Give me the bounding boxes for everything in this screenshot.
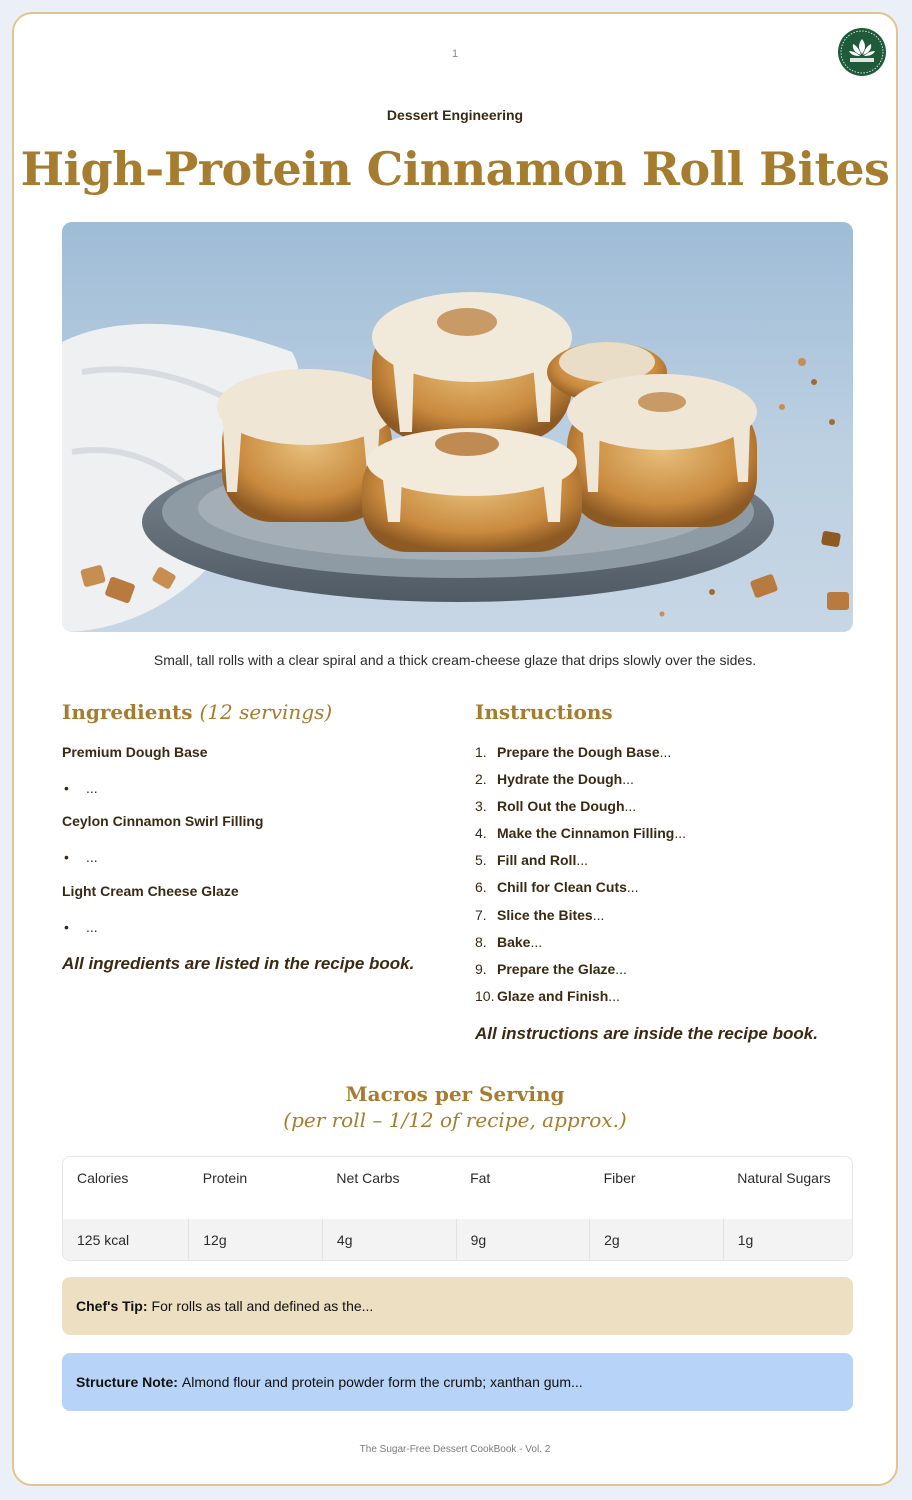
step-number: 1. [475, 744, 487, 760]
step-ellipsis: ... [615, 961, 627, 977]
macros-table [62, 1156, 853, 1261]
page-footer: The Sugar-Free Dessert CookBook - Vol. 2 [359, 1444, 551, 1455]
step-number: 6. [475, 879, 487, 895]
step-ellipsis: ... [626, 879, 639, 895]
brand-logo [837, 27, 887, 77]
table-cell: 12g [189, 1219, 323, 1260]
instruction-step [475, 798, 636, 814]
table-cell: 9g [456, 1219, 590, 1260]
ingredients-note: All ingredients are listed in the recipe book. [62, 954, 415, 973]
step-label: Glaze and Finish [497, 988, 609, 1004]
servings-label: (12 servings) [199, 700, 333, 724]
kicker: Dessert Engineering [386, 107, 524, 123]
instruction-step [475, 771, 634, 787]
ingredients-heading [62, 700, 332, 724]
step-number: 8. [475, 934, 487, 950]
chef-tip-callout [62, 1277, 853, 1335]
instruction-step [475, 852, 588, 868]
step-number: 10. [475, 988, 495, 1004]
table-header: Fiber [590, 1157, 724, 1219]
step-label: Fill and Roll [497, 852, 577, 868]
ingredient-item-text: ... [86, 780, 98, 796]
ingredient-item-text: ... [86, 849, 98, 865]
step-ellipsis: ... [592, 907, 605, 923]
structure-note-callout [62, 1353, 853, 1411]
table-header-row [63, 1157, 852, 1219]
chef-tip-text: For rolls as tall and defined as the... [151, 1298, 374, 1314]
table-header: Natural Sugars [723, 1157, 852, 1219]
step-ellipsis: ... [659, 744, 672, 760]
step-label: Make the Cinnamon Filling [497, 825, 675, 841]
step-number: 9. [475, 961, 487, 977]
bullet-dot: • [64, 849, 69, 865]
instruction-step [475, 825, 686, 841]
ingredient-group-title: Light Cream Cheese Glaze [62, 883, 239, 899]
table-cell: 1g [723, 1219, 852, 1260]
step-ellipsis: ... [622, 771, 634, 787]
ingredient-item-text: ... [86, 919, 98, 935]
step-ellipsis: ... [608, 988, 620, 1004]
table-cell: 4g [322, 1219, 456, 1260]
hero-image [62, 222, 853, 632]
step-label: Chill for Clean Cuts [497, 879, 627, 895]
step-label: Bake [497, 934, 531, 950]
ingredient-item [64, 780, 98, 796]
ingredients-heading-label: Ingredients [62, 700, 193, 724]
table-header: Protein [189, 1157, 323, 1219]
page-number: 1 [451, 48, 459, 60]
step-number: 4. [475, 825, 487, 841]
step-label: Slice the Bites [497, 907, 593, 923]
step-label: Hydrate the Dough [497, 771, 623, 787]
bullet-dot: • [64, 919, 69, 935]
recipe-page [12, 12, 898, 1486]
structure-note-text: Almond flour and protein powder form the crumb; xanthan gum... [181, 1374, 583, 1390]
step-ellipsis: ... [624, 798, 637, 814]
table-cell: 125 kcal [63, 1219, 189, 1260]
macros-subtitle: (per roll – 1/12 of recipe, approx.) [283, 1108, 627, 1132]
chef-tip-label: Chef's Tip: [76, 1298, 148, 1314]
table-row [63, 1219, 852, 1260]
step-number: 5. [475, 852, 487, 868]
bullet-dot: • [64, 780, 69, 796]
instruction-step [475, 879, 639, 895]
instruction-step [475, 988, 620, 1004]
instruction-step [475, 907, 604, 923]
ingredient-group-title: Premium Dough Base [62, 744, 208, 760]
instruction-step [475, 934, 542, 950]
instructions-note: All instructions are inside the recipe book. [475, 1024, 818, 1043]
macros-title: Macros per Serving [345, 1082, 565, 1106]
instruction-step [475, 744, 671, 760]
step-label: Roll Out the Dough [497, 798, 625, 814]
step-label: Prepare the Dough Base [497, 744, 660, 760]
step-number: 7. [475, 907, 487, 923]
ingredient-item [64, 849, 98, 865]
ingredient-item [64, 919, 98, 935]
cinnamon-rolls-illustration [62, 222, 853, 632]
page-title: High-Protein Cinnamon Roll Bites [20, 142, 890, 196]
step-label: Prepare the Glaze [497, 961, 616, 977]
instructions-heading: Instructions [475, 700, 613, 724]
instruction-step [475, 961, 627, 977]
table-header: Net Carbs [322, 1157, 456, 1219]
ingredient-group-title: Ceylon Cinnamon Swirl Filling [62, 813, 264, 829]
table-header: Fat [456, 1157, 590, 1219]
table-header: Calories [63, 1157, 189, 1219]
image-caption: Small, tall rolls with a clear spiral and a thick cream-cheese glaze that drips slowly over the sides. [153, 652, 757, 668]
step-ellipsis: ... [576, 852, 589, 868]
step-ellipsis: ... [530, 934, 543, 950]
step-ellipsis: ... [674, 825, 687, 841]
structure-note-label: Structure Note: [76, 1374, 178, 1390]
step-number: 3. [475, 798, 487, 814]
table-cell: 2g [590, 1219, 724, 1260]
step-number: 2. [475, 771, 487, 787]
